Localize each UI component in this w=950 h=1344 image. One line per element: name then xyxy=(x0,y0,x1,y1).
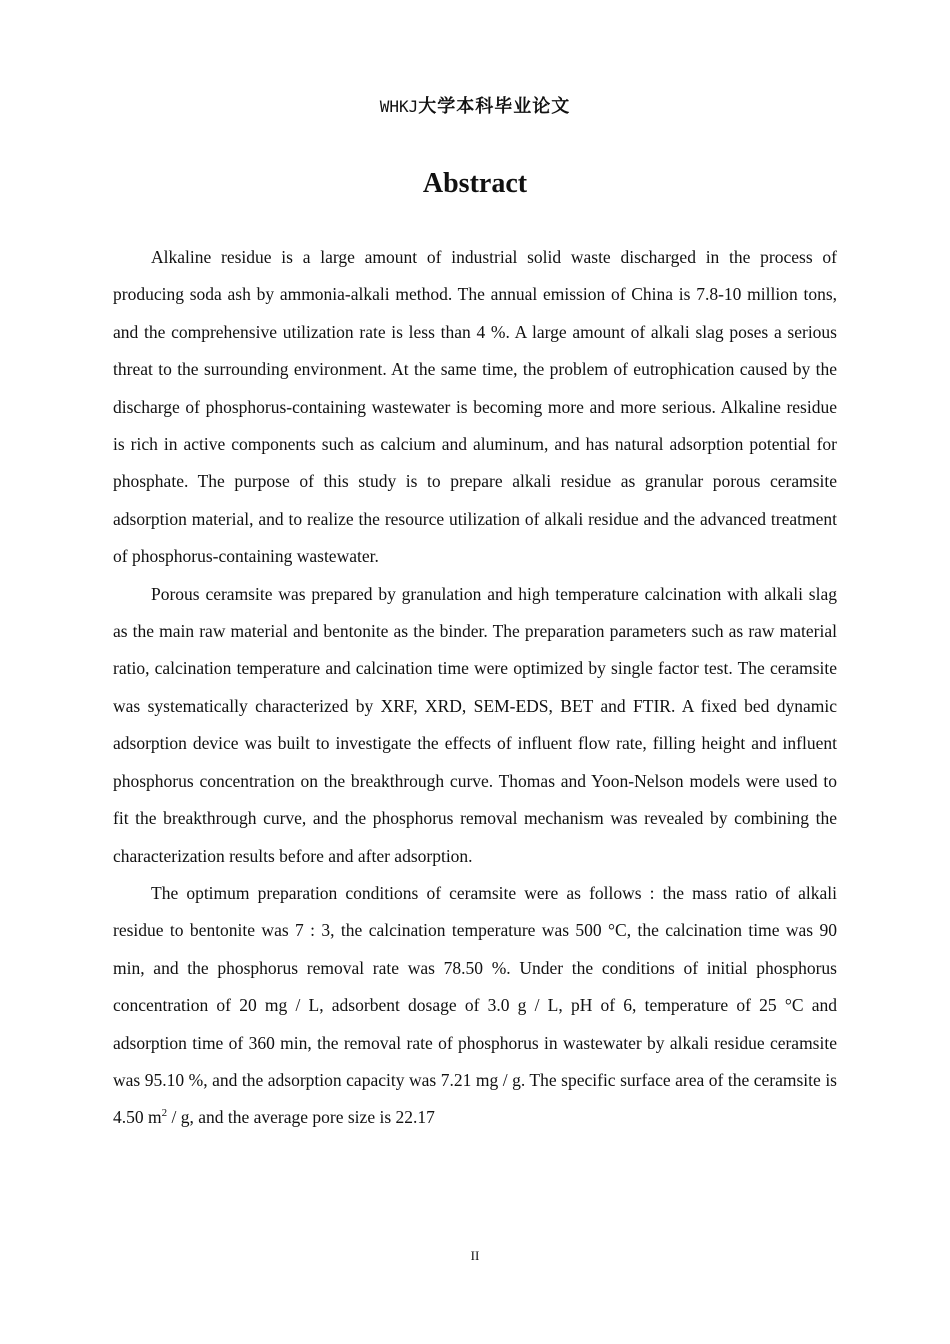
abstract-paragraph-1: Alkaline residue is a large amount of industrial solid waste discharged in the process of producing soda ash by ammonia-alkali method. The annual emission of China is 7.8-10 million tons, and the comprehensive utilization rate is less than 4 %. A large amount of alkali slag poses a serious threat to the surrounding environment. At the same time, the problem of eutrophication caused by the discharge of phosphorus-containing wastewater is becoming more and more serious. Alkaline residue is rich in active components such as calcium and aluminum, and has natural adsorption potential for phosphate. The purpose of this study is to prepare alkali residue as granular porous ceramsite adsorption material, and to realize the resource utilization of alkali residue and the advanced treatment of phosphorus-containing wastewater. xyxy=(113,247,837,567)
abstract-paragraph-3 xyxy=(113,875,837,1137)
superscript-exponent: 2 xyxy=(161,1107,168,1120)
abstract-title: Abstract xyxy=(422,168,528,199)
abstract-paragraph-2: Porous ceramsite was prepared by granulation and high temperature calcination with alkali slag as the main raw material and bentonite as the binder. The preparation parameters such as raw material ratio, calcination temperature and calcination time were optimized by single factor test. The ceramsite was systematically characterized by XRF, XRD, SEM-EDS, BET and FTIR. A fixed bed dynamic adsorption device was built to investigate the effects of influent flow rate, filling height and influent phosphorus concentration on the breakthrough curve. Thomas and Yoon-Nelson models were used to fit the breakthrough curve, and the phosphorus removal mechanism was revealed by combining the characterization results before and after adsorption. xyxy=(113,583,837,866)
running-header xyxy=(0,94,950,120)
abstract-body xyxy=(113,239,837,1137)
paragraph-3-text-end: / g, and the average pore size is 22.17 xyxy=(167,1107,435,1128)
header-thesis-label: 大学本科毕业论文 xyxy=(418,96,571,117)
header-institution-code: WHKJ xyxy=(379,97,419,116)
page-number: II xyxy=(470,1248,480,1263)
paragraph-3-text-start: The optimum preparation conditions of ceramsite were as follows : the mass ratio of alkali residue to bentonite was 7 : 3, the calcination temperature was 500 °C, the calcination time was 90 min, and the phosphorus removal rate was 78.50 %. Under the conditions of initial phosphorus concentration of 20 mg / L, adsorbent dosage of 3.0 g / L, pH of 6, temperature of 25 °C and adsorption time of 360 min, the removal rate of phosphorus in wastewater by alkali residue ceramsite was 95.10 %, and the adsorption capacity was 7.21 mg / g. The specific surface area of the ceramsite is 4.50 m xyxy=(113,882,837,1128)
